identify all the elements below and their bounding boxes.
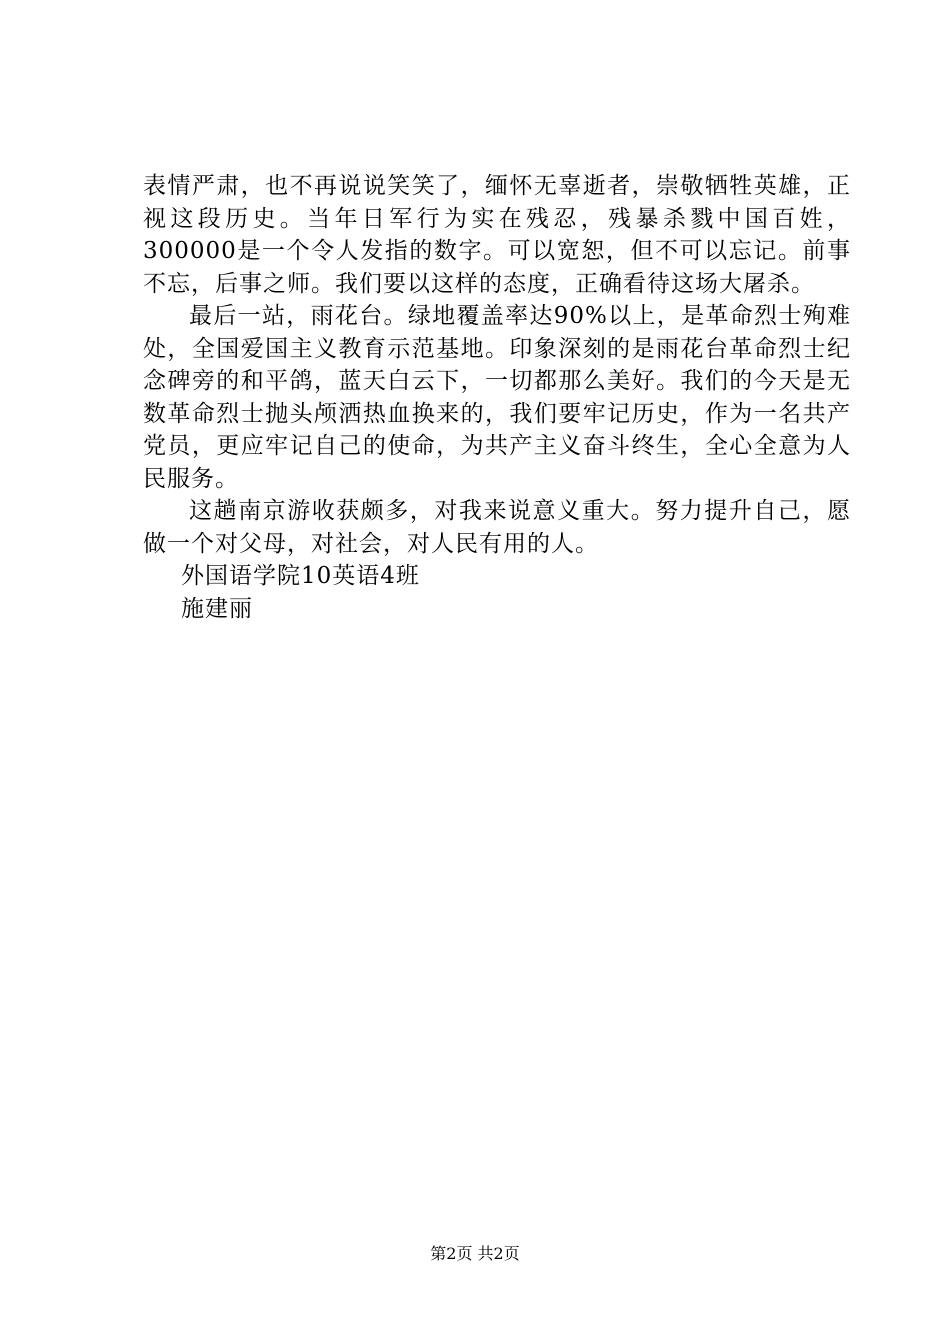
signature-name: 施建丽 <box>181 595 253 622</box>
paragraph-yuhuatai: 最后一站，雨花台。绿地覆盖率达90%以上，是革命烈士殉难处，全国爱国主义教育示范基地。印象深刻的是雨花台革命烈士纪念碑旁的和平鸽，蓝天白云下，一切都那么美好。我们的今天是无数革命烈士抛头颅洒热血换来的，我们要牢记历史，作为一名共产党员，更应牢记自己的使命，为共产主义奋斗终生，全心全意为人民服务。 <box>143 303 851 492</box>
paragraph-conclusion: 这趟南京游收获颇多，对我来说意义重大。努力提升自己，愿做一个对父母，对社会，对人民有用的人。 <box>143 498 851 557</box>
document-body <box>143 170 851 625</box>
paragraph-continuation: 表情严肃，也不再说说笑笑了，缅怀无辜逝者，崇敬牺牲英雄，正视这段历史。当年日军行为实在残忍，残暴杀戮中国百姓，300000是一个令人发指的数字。可以宽恕，但不可以忘记。前事不忘，后事之师。我们要以这样的态度，正确看待这场大屠杀。 <box>143 173 851 297</box>
signature-affiliation: 外国语学院10英语4班 <box>181 563 420 589</box>
page-footer: 第2页 共2页 <box>430 1244 520 1263</box>
